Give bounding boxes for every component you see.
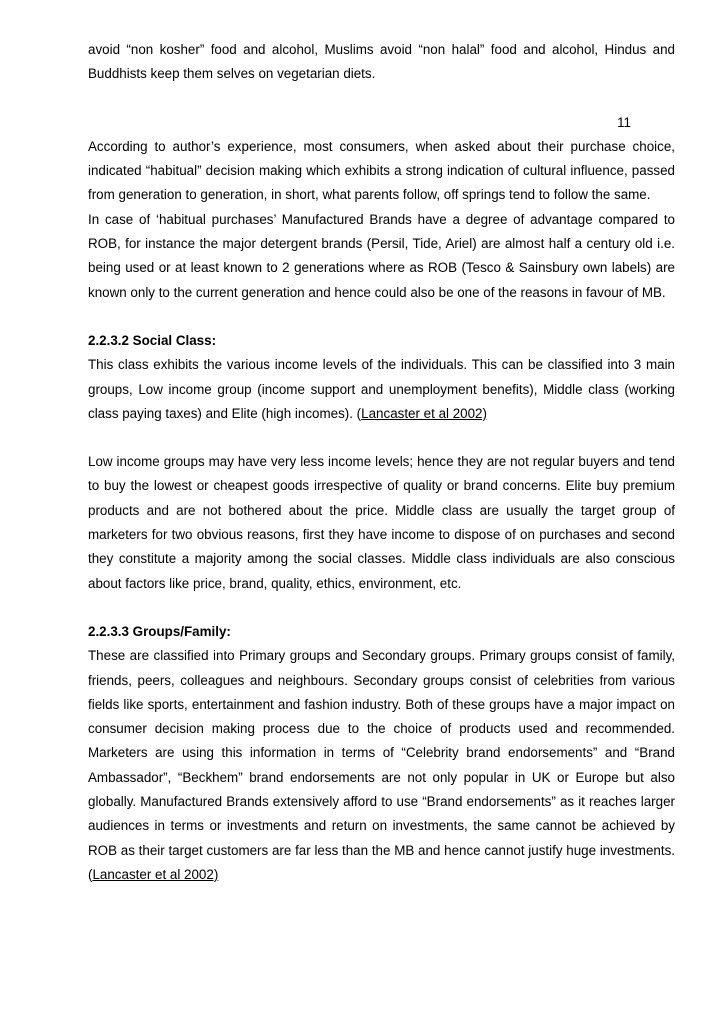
- citation-link[interactable]: Lancaster et al 2002): [92, 866, 219, 882]
- habitual-paragraph-2: In case of ‘habitual purchases’ Manufactured Brands have a degree of advantage compared to ROB, for instance the major detergent brands (Persil, Tide, Ariel) are almost half a century old i.e. being used or at least known to 2 generations where as ROB (Tesco & Sainsbury own labels) are known only to the current generation and hence could also be one of the reasons in favour of MB.: [88, 211, 675, 300]
- intro-continued-paragraph: avoid “non kosher” food and alcohol, Muslims avoid “non halal” food and alcohol, Hindus and Buddhists keep them selves on vegetarian diets.: [88, 42, 675, 82]
- social-class-heading: 2.2.3.2 Social Class:: [88, 332, 217, 348]
- document-page: [88, 38, 675, 887]
- habitual-paragraph-1: According to author’s experience, most consumers, when asked about their purchase choice, indicated “habitual” decision making which exhibits a strong indication of cultural influence, passed from generation to generation, in short, what parents follow, off springs tend to follow the same.: [88, 138, 675, 203]
- spacer: [88, 426, 675, 450]
- page-number: 11: [617, 114, 631, 130]
- social-class-paragraph-2: Low income groups may have very less income levels; hence they are not regular buyers and tend to buy the lowest or cheapest goods irrespective of quality or brand concerns. Elite buy premium products and are not bothered about the price. Middle class are usually the target group of marketers for two obvious reasons, first they have income to dispose of on purchases and second they constitute a majority among the social classes. Middle class individuals are also conscious about factors like price, brand, quality, ethics, environment, etc.: [88, 454, 675, 591]
- groups-family-paragraph-text: These are classified into Primary groups and Secondary groups. Primary groups consist of family, friends, peers, colleagues and neighbours. Secondary groups consist of celebrities from various fields like sports, entertainment and fashion industry. Both of these groups have a major impact on consumer decision making process due to the choice of products used and recommended. Marketers are using this information in terms of “Celebrity brand endorsements” and “Brand Ambassador”, “Beckhem” brand endorsements are not only popular in UK or Europe but also globally. Manufactured Brands extensively afford to use “Brand endorsements” as it reaches larger audiences in terms or investments and return on investments, the same cannot be achieved by ROB as their target customers are far less than the MB and hence cannot justify huge investments. (: [88, 648, 675, 882]
- spacer: [88, 305, 675, 329]
- citation-link[interactable]: Lancaster et al 2002): [361, 405, 487, 421]
- spacer: [88, 87, 675, 111]
- groups-family-paragraph: [88, 644, 675, 887]
- spacer: [88, 596, 675, 620]
- social-class-paragraph-1: [88, 353, 675, 426]
- groups-family-heading: 2.2.3.3 Groups/Family:: [88, 623, 231, 639]
- social-class-paragraph-1-text: This class exhibits the various income levels of the individuals. This can be classified into 3 main groups, Low income group (income support and unemployment benefits), Middle class (working class paying taxes) and Elite (high incomes). (: [88, 357, 675, 421]
